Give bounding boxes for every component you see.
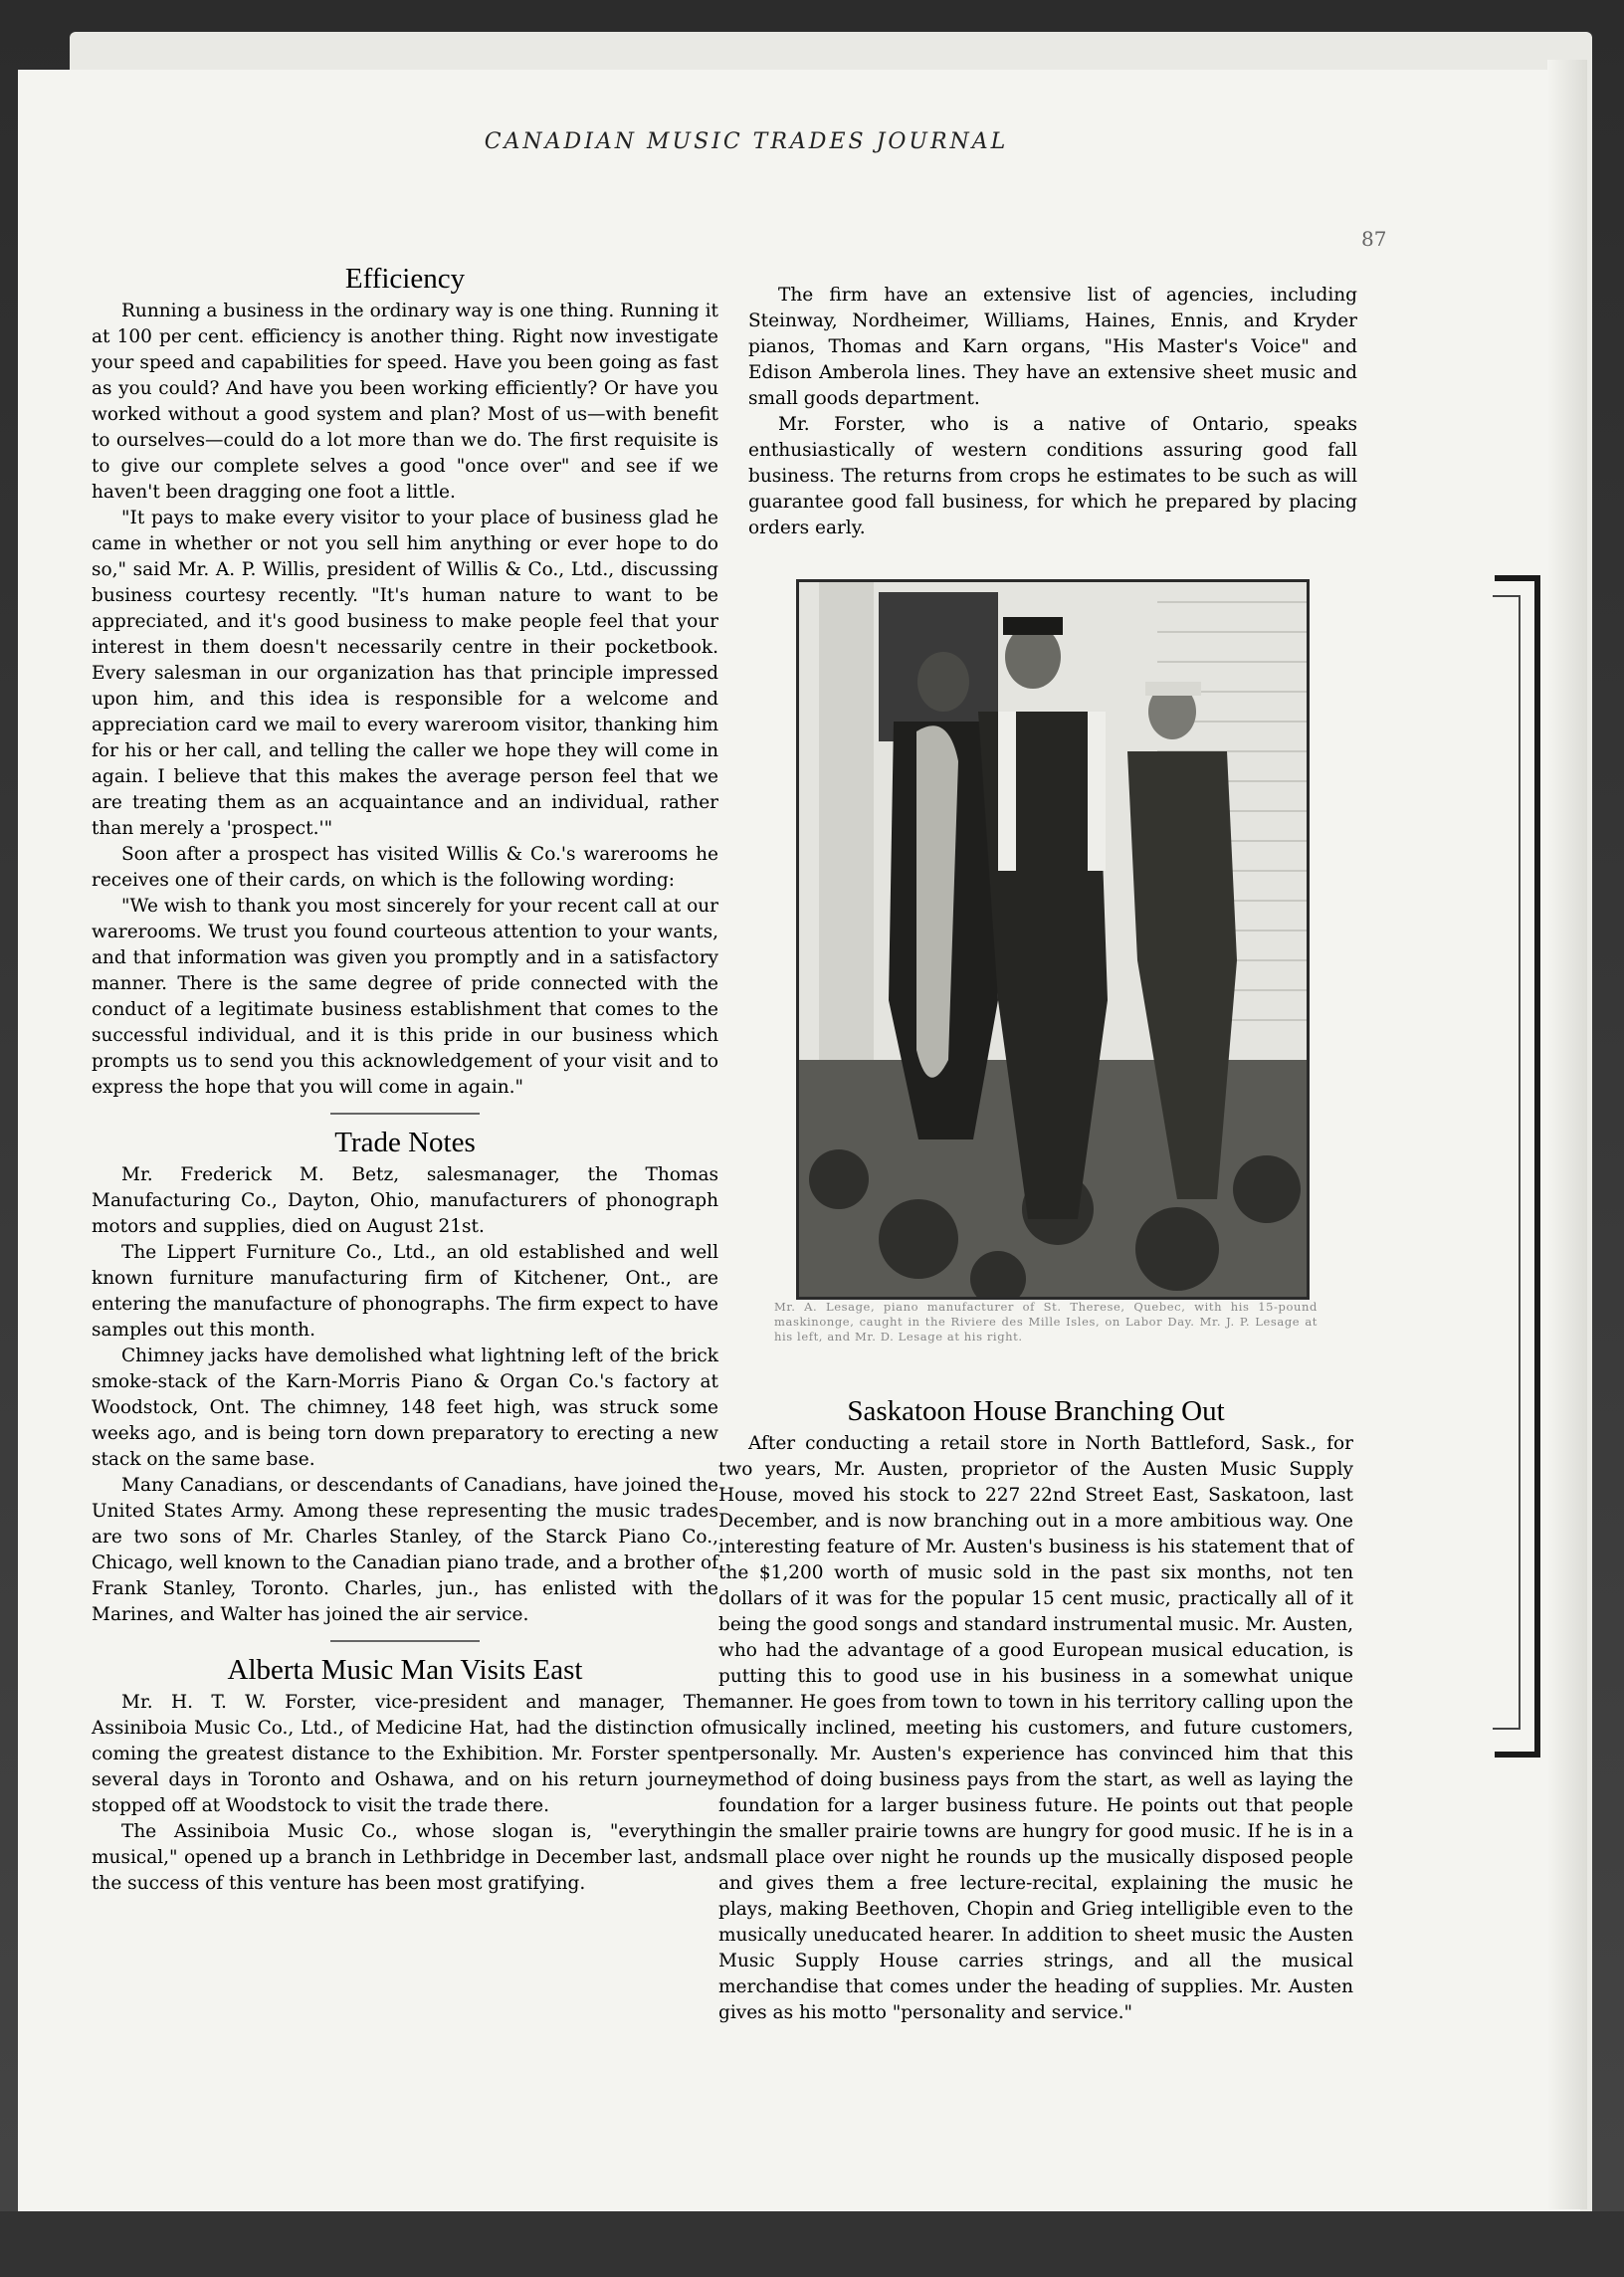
alberta-continued-paragraph: The firm have an extensive list of agencies, including Steinway, Nordheimer, Williams, Haines, Ennis, and Kryder pianos, Thomas and Karn organs, "His Master's Voice" and Edison Amberola lines. They have an extensive sheet music and small goods department. — [748, 285, 1357, 409]
saskatoon-paragraph: After conducting a retail store in North Battleford, Sask., for two years, Mr. Austen, proprietor of the Austen Music Supply House, moved his stock to 227 22nd Street East, Saskatoon, last December, and is now branching out in a more ambitious way. One interesting feature of Mr. Austen's business is his statement that of the $1,200 worth of music sold in the past six months, not ten dollars of it was for the popular 15 cent music, practically all of it being the good songs and standard instrumental music. Mr. Austen, who had the advantage of a good European musical education, is putting this to good use in his business in a somewhat unique manner. He goes from town to town in his territory calling upon the musically inclined, meeting his customers, and future customers, personally. Mr. Austen's experience has convinced him that this method of doing business pays from the start, as well as laying the foundation for a larger business future. He points out that people in the smaller prairie towns are hungry for good music. If he is in a small place over night he rounds up the musically disposed people and gives them a free lecture-recital, explaining the music he plays, making Beethoven, Chopin and Grieg intelligible even to the musically uneducated hearer. In addition to sheet music the Austen Music Supply House carries strings, and all the musical merchandise that comes under the heading of supplies. Mr. Austen gives as his motto "personality and service." — [718, 1433, 1353, 2023]
efficiency-headline: Efficiency — [344, 263, 466, 295]
efficiency-paragraph: "It pays to make every visitor to your place of business glad he came in whether or not you sell him anything or ever hope to do so," said Mr. A. P. Willis, president of Willis & Co., Ltd., discussing business courtesy recently. "It's human nature to want to be appreciated, and it's good business to make people feel that your interest in them doesn't necessarily centre in their pocketbook. Every salesman in our organization has that principle impressed upon him, and this idea is responsible for a welcome and appreciation card we mail to every wareroom visitor, thanking him for his or her call, and telling the caller we hope they will come in again. I believe that this makes the average person feel that we are treating them as an acquaintance and an individual, rather than merely a 'prospect.'" — [92, 508, 718, 839]
alberta-headline: Alberta Music Man Visits East — [227, 1654, 583, 1686]
scan-bottom-edge — [0, 2211, 1624, 2277]
photo-fishermen-image — [799, 582, 1307, 1297]
photo-caption: Mr. A. Lesage, piano manufacturer of St. Therese, Quebec, with his 15-pound maskinonge, caught in the Riviere des Mille Isles, on Labor Day. Mr. J. P. Lesage at his left, and Mr. D. Lesage at his right. — [774, 1300, 1318, 1344]
efficiency-paragraph: "We wish to thank you most sincerely for your recent call at our warerooms. We trust you found courteous attention to your wants, and that information was given you promptly and in a satisfactory manner. There is the same degree of pride connected with the conduct of a legitimate business establishment that comes to the successful individual, and it is this pride in our business which prompts us to send you this acknowledgement of your visit and to express the hope that you will come in again." — [92, 896, 718, 1098]
photograph — [796, 579, 1310, 1300]
alberta-paragraph: Mr. H. T. W. Forster, vice-president and manager, The Assiniboia Music Co., Ltd., of Medicine Hat, had the distinction of coming the greatest distance to the Exhibition. Mr. Forster spent several days in Toronto and Oshawa, and on his return journey stopped off at Woodstock to visit the trade there. — [92, 1692, 718, 1816]
alberta-paragraph: The Assiniboia Music Co., whose slogan is, "everything musical," opened up a branch in Lethbridge in December last, and the success of this venture has been most gratifying. — [92, 1821, 718, 1894]
trade-note-paragraph: Chimney jacks have demolished what lightning left of the brick smoke-stack of the Karn-Morris Piano & Organ Co.'s factory at Woodstock, Ont. The chimney, 148 feet high, was struck some weeks ago, and is being torn down preparatory to erecting a new stack on the same base. — [92, 1346, 718, 1470]
running-head: CANADIAN MUSIC TRADES JOURNAL — [484, 129, 1009, 154]
section-divider — [330, 1640, 480, 1642]
section-divider — [330, 1113, 480, 1115]
saskatoon-headline: Saskatoon House Branching Out — [847, 1395, 1225, 1427]
right-column-bottom — [718, 1393, 1353, 2026]
alberta-continued-paragraph: Mr. Forster, who is a native of Ontario, speaks enthusiastically of western conditions assuring good fall business. The returns from crops he estimates to be such as will guarantee good fall business, for which he prepared by placing orders early. — [748, 414, 1357, 538]
left-column — [92, 261, 718, 1897]
trade-note-paragraph: Many Canadians, or descendants of Canadians, have joined the United States Army. Among these representing the music trades are two sons of Mr. Charles Stanley, of the Starck Piano Co., Chicago, well known to the Canadian piano trade, and a brother of Frank Stanley, Toronto. Charles, jun., has enlisted with the Marines, and Walter has joined the air service. — [92, 1475, 718, 1625]
trade-note-paragraph: The Lippert Furniture Co., Ltd., an old established and well known furniture manufacturing firm of Kitchener, Ont., are entering the manufacture of phonographs. The firm expect to have samples out this month. — [92, 1242, 718, 1341]
trade-notes-headline: Trade Notes — [334, 1127, 476, 1158]
page-edge — [1547, 60, 1587, 2209]
right-column-top — [748, 283, 1357, 541]
efficiency-paragraph: Soon after a prospect has visited Willis & Co.'s warerooms he receives one of their cards, on which is the following wording: — [92, 844, 718, 891]
margin-bracket-inner — [1493, 595, 1521, 1730]
trade-note-paragraph: Mr. Frederick M. Betz, salesmanager, the Thomas Manufacturing Co., Dayton, Ohio, manufacturers of phonograph motors and supplies, died on August 21st. — [92, 1164, 718, 1237]
page-number: 87 — [1361, 227, 1387, 251]
efficiency-paragraph: Running a business in the ordinary way is one thing. Running it at 100 per cent. efficiency is another thing. Right now investigate your speed and capabilities for speed. Have you been going as fast as you could? And have you been working efficiently? Or have you worked without a good system and plan? Most of us—with benefit to ourselves—could do a lot more than we do. The first requisite is to give our complete selves a good "once over" and see if we haven't been dragging one foot a little. — [92, 301, 718, 503]
